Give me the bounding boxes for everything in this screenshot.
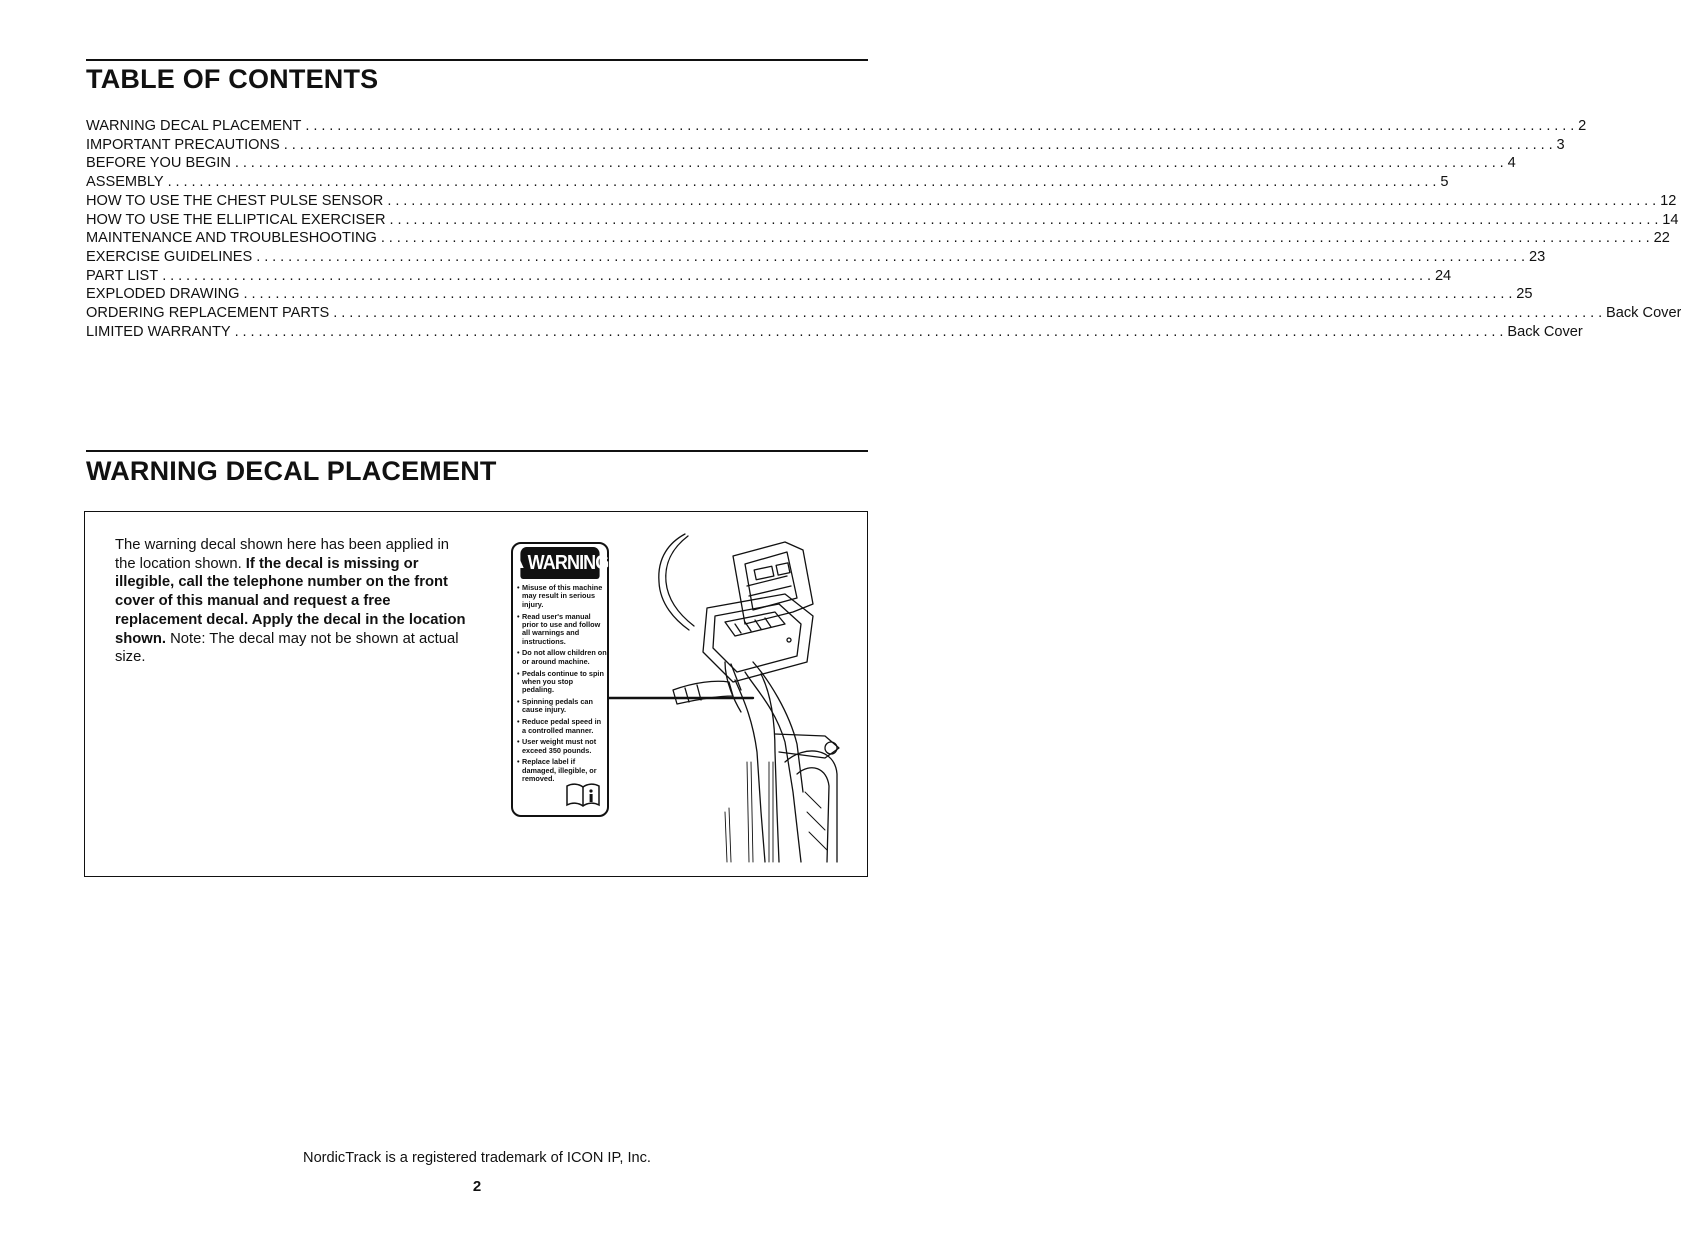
warning-list: [517, 584, 607, 787]
bullet-icon: •: [517, 717, 520, 727]
warning-item-text: Pedals continue to spin when you stop pedaling.: [522, 668, 604, 695]
warning-decal-box: [84, 511, 868, 877]
toc-entry: [86, 229, 1670, 248]
warning-item-text: Misuse of this machine may result in serious injury.: [522, 583, 603, 609]
toc-leader-dots: ................................................................................................................................................................: [162, 267, 1435, 284]
toc-entry-page: 5: [1440, 174, 1449, 191]
warning-item-text: Replace label if damaged, illegible, or removed.: [522, 757, 597, 784]
toc-entry-page: 14: [1662, 211, 1679, 228]
bullet-icon: •: [517, 737, 520, 747]
toc-entry-label: EXERCISE GUIDELINES: [86, 248, 253, 265]
warning-list-item: [517, 758, 607, 783]
toc-entry-page: 12: [1660, 192, 1677, 209]
toc-leader-dots: ................................................................................................................................................................: [333, 305, 1607, 322]
toc-entry: [86, 267, 1452, 286]
toc-leader-dots: ................................................................................................................................................................: [283, 136, 1557, 153]
toc-entry-label: PART LIST: [86, 267, 159, 284]
toc-entry-label: ASSEMBLY: [86, 174, 164, 191]
toc-leader-dots: ................................................................................................................................................................: [387, 192, 1661, 209]
toc-leader-dots: ................................................................................................................................................................: [380, 230, 1654, 247]
handle-arm: [659, 534, 689, 630]
toc-title: TABLE OF CONTENTS: [86, 64, 379, 94]
bullet-icon: •: [517, 697, 520, 707]
toc-entry-label: MAINTENANCE AND TROUBLESHOOTING: [86, 230, 377, 247]
warning-list-item: [517, 670, 607, 695]
bullet-icon: •: [517, 668, 520, 678]
warning-triangle-icon: ▲: [511, 553, 527, 572]
top-rule: [86, 59, 868, 61]
toc-entry-page: 24: [1434, 267, 1452, 284]
toc-entry-page: 3: [1556, 136, 1565, 153]
toc-entry-label: IMPORTANT PRECAUTIONS: [86, 136, 280, 153]
toc-leader-dots: ................................................................................................................................................................: [167, 174, 1441, 191]
elliptical-console-drawing: [85, 512, 867, 876]
warning-heading-text: WARNING: [527, 551, 609, 574]
toc-entry-page: 2: [1578, 118, 1587, 134]
warning-item-text: User weight must not exceed 350 pounds.: [522, 737, 597, 755]
toc-leader-dots: ................................................................................................................................................................: [305, 118, 1579, 134]
toc-entry-label: EXPLODED DRAWING: [86, 286, 240, 303]
toc-leader-dots: ................................................................................................................................................................: [234, 155, 1508, 172]
toc-entry: [86, 304, 1681, 323]
warning-item-text: Read user's manual prior to use and follow all warnings and instructions.: [522, 611, 601, 646]
warning-list-item: [517, 584, 607, 609]
decal-intro-text: The warning decal shown here has been applied in the location shown.: [115, 537, 449, 572]
bullet-icon: •: [517, 583, 520, 592]
toc-entry: [86, 154, 1516, 173]
warning-item-text: Spinning pedals can cause injury.: [522, 697, 593, 715]
section-rule: [86, 450, 868, 452]
toc-leader-dots: ................................................................................................................................................................: [234, 323, 1508, 340]
bullet-icon: •: [517, 757, 520, 767]
toc-entry: [86, 117, 1587, 136]
toc-entry-page: Back Cover: [1507, 323, 1583, 340]
toc-entry-label: HOW TO USE THE ELLIPTICAL EXERCISER: [86, 211, 386, 228]
toc-entry-page: 22: [1653, 230, 1670, 247]
toc-entry-page: 4: [1507, 155, 1516, 172]
warning-item-text: Reduce pedal speed in a controlled manner.: [522, 717, 602, 735]
warning-item-text: Do not allow children on or around machine.: [522, 648, 607, 666]
toc-leader-dots: ................................................................................................................................................................: [243, 286, 1517, 303]
right-handlebar: [673, 681, 733, 704]
warning-list-item: [517, 698, 607, 715]
console-housing: [733, 542, 813, 624]
toc-entry: [86, 173, 1449, 192]
decal-bold-text: If the decal is missing or illegible, call the telephone number on the front cover of this manual and request a free replacement decal. Apply the decal in the location shown.: [115, 555, 466, 647]
warning-heading: [511, 547, 609, 579]
warning-section-title: WARNING DECAL PLACEMENT: [86, 456, 497, 486]
toc-entry-label: BEFORE YOU BEGIN: [86, 155, 231, 172]
toc-entry-page: 25: [1516, 286, 1533, 303]
page-number: 2: [472, 1178, 482, 1195]
trademark-notice: NordicTrack is a registered trademark of ICON IP, Inc.: [303, 1150, 651, 1166]
warning-list-item: [517, 613, 607, 647]
toc-entry: [86, 323, 1583, 342]
toc-entry-page: 23: [1529, 248, 1546, 265]
toc-entry: [86, 285, 1533, 304]
warning-decal: [511, 542, 609, 817]
decal-note-text: Note: The decal may not be shown at actual size.: [115, 630, 459, 666]
toc-leader-dots: ................................................................................................................................................................: [389, 211, 1663, 228]
toc-entry-label: ORDERING REPLACEMENT PARTS: [86, 305, 330, 322]
toc-entry-label: WARNING DECAL PLACEMENT: [86, 118, 302, 134]
toc-leader-dots: ................................................................................................................................................................: [256, 248, 1530, 265]
toc-entry: [86, 211, 1679, 230]
upright-column: [735, 680, 765, 862]
bullet-icon: •: [517, 648, 520, 658]
table-of-contents: [86, 117, 1681, 341]
warning-list-item: [517, 738, 607, 755]
toc-entry-label: HOW TO USE THE CHEST PULSE SENSOR: [86, 192, 384, 209]
toc-entry-label: LIMITED WARRANTY: [86, 323, 231, 340]
toc-entry: [86, 192, 1677, 211]
warning-list-item: [517, 649, 607, 666]
toc-entry-page: Back Cover: [1606, 305, 1681, 322]
read-manual-icon: [565, 782, 601, 808]
toc-entry: [86, 248, 1546, 267]
warning-list-item: [517, 718, 607, 735]
toc-entry: [86, 136, 1565, 155]
bullet-icon: •: [517, 611, 520, 621]
